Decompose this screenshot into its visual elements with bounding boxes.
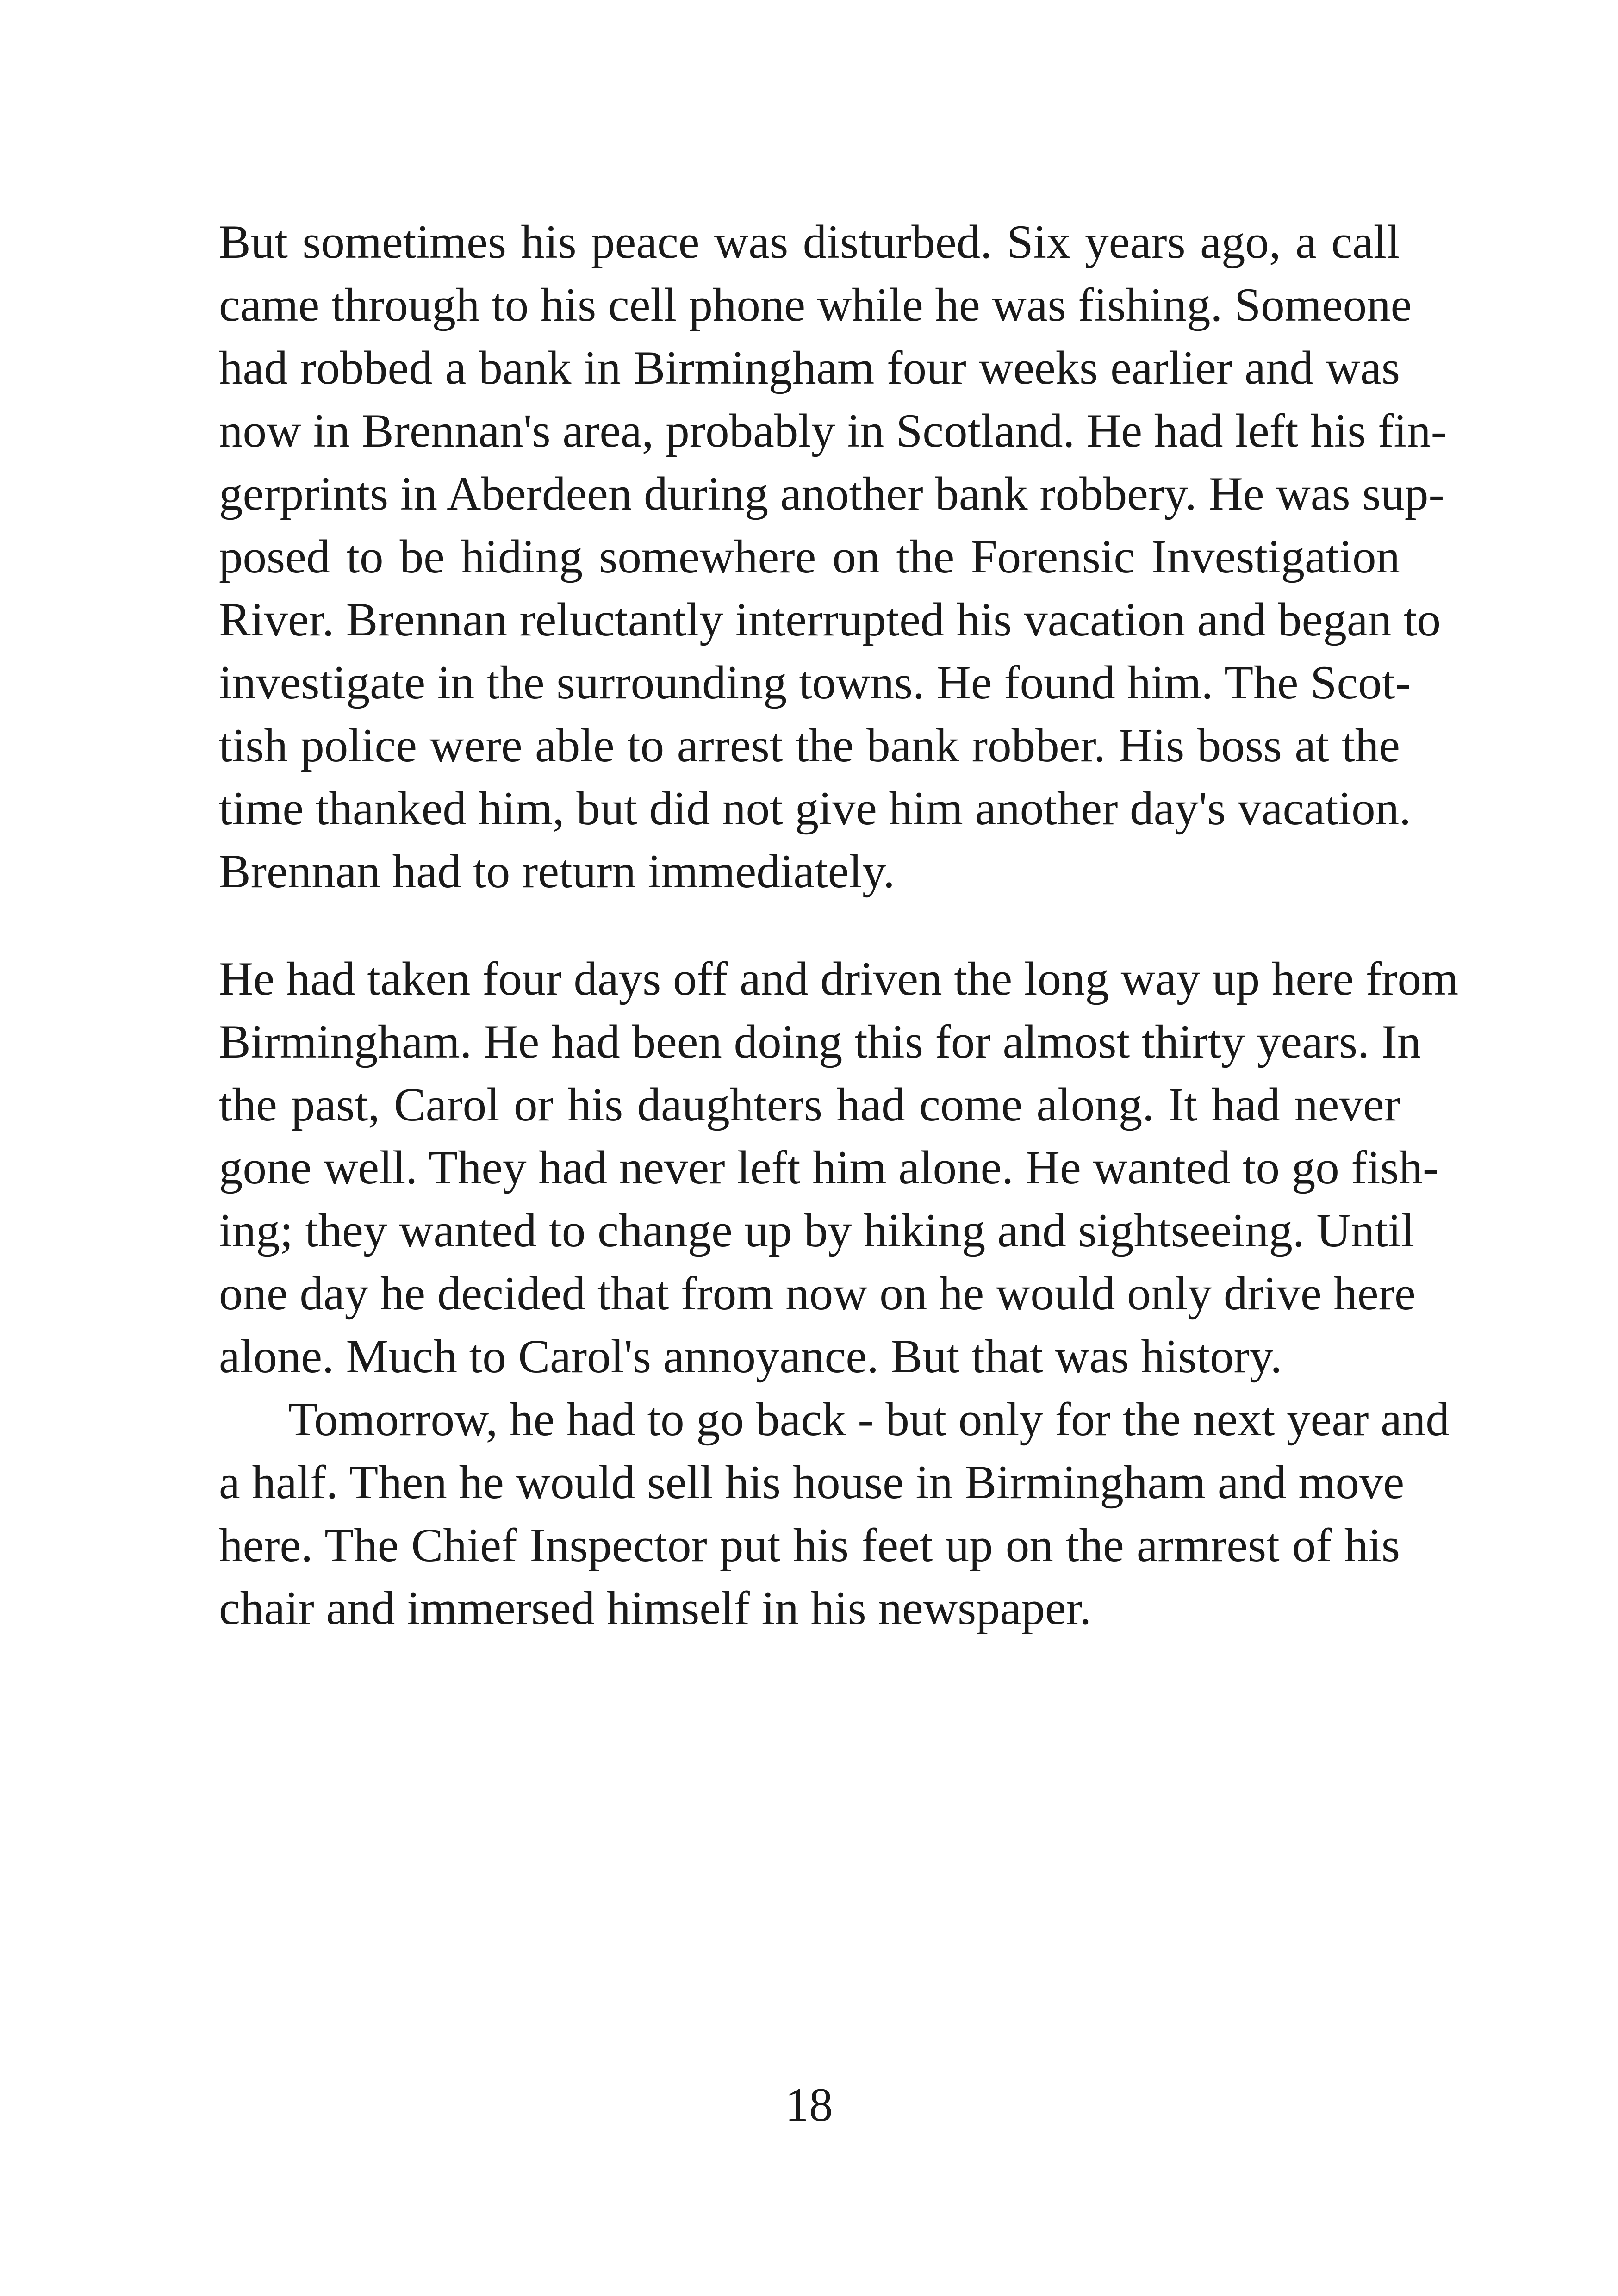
text-line: Tomorrow, he had to go back - but only for the next year and — [288, 1393, 1450, 1446]
text-line: one day he decided that from now on he would only drive here — [219, 1267, 1416, 1320]
text-line: time thanked him, but did not give him another day's vacation. — [219, 782, 1411, 835]
text-line: tish police were able to arrest the bank robber. His boss at the — [219, 719, 1400, 772]
text-line: posed to be hiding somewhere on the Forensic Investigation — [219, 530, 1400, 583]
text-line: gone well. They had never left him alone. He wanted to go fish- — [219, 1141, 1439, 1194]
text-line: chair and immersed himself in his newspaper. — [219, 1582, 1091, 1635]
text-line: ing; they wanted to change up by hiking and sightseeing. Until — [219, 1204, 1415, 1257]
text-line: here. The Chief Inspector put his feet up on the armrest of his — [219, 1519, 1400, 1572]
body-text — [219, 211, 1459, 1640]
text-line: came through to his cell phone while he was fishing. Someone — [219, 279, 1412, 331]
text-line: Birmingham. He had been doing this for almost thirty years. In — [219, 1015, 1421, 1068]
text-line: a half. Then he would sell his house in Birmingham and move — [219, 1456, 1405, 1509]
paragraph-3 — [219, 1388, 1450, 1640]
text-line: now in Brennan's area, probably in Scotland. He had left his fin- — [219, 404, 1447, 457]
page-number: 18 — [785, 2078, 833, 2131]
text-line: had robbed a bank in Birmingham four weeks earlier and was — [219, 342, 1400, 394]
text-line: gerprints in Aberdeen during another bank robbery. He was sup- — [219, 467, 1444, 520]
text-line: He had taken four days off and driven the long way up here from — [219, 952, 1459, 1005]
text-line: Brennan had to return immediately. — [219, 845, 895, 898]
text-line: River. Brennan reluctantly interrupted his vacation and began to — [219, 593, 1441, 646]
text-line: But sometimes his peace was disturbed. Six years ago, a call — [219, 216, 1400, 268]
paragraph-spacer — [219, 903, 1400, 947]
paragraph-2 — [219, 947, 1459, 1388]
text-line: alone. Much to Carol's annoyance. But that was history. — [219, 1330, 1282, 1383]
paragraph-1 — [219, 211, 1447, 903]
text-line: the past, Carol or his daughters had come along. It had never — [219, 1078, 1400, 1131]
text-line: investigate in the surrounding towns. He found him. The Scot- — [219, 656, 1411, 709]
